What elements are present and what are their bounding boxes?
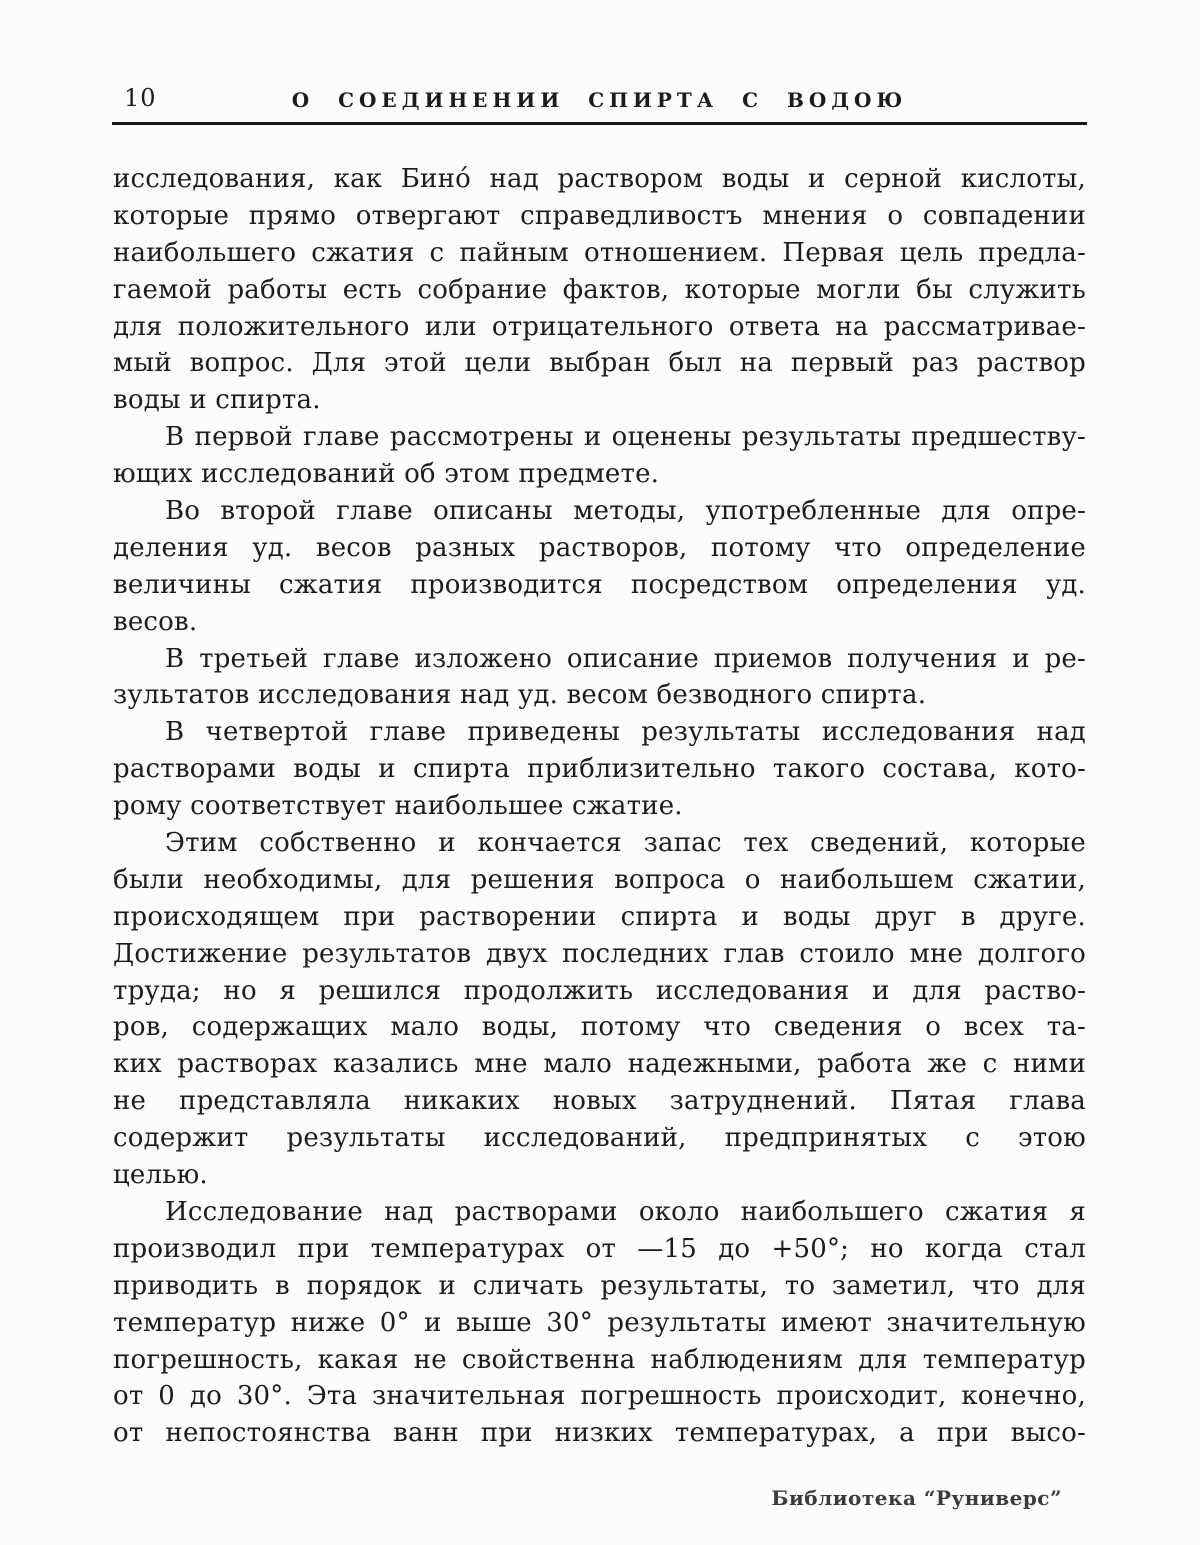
text-line: от непостоянства ванн при низких температурах, а при высо- <box>113 1418 1086 1449</box>
paragraph <box>113 825 1086 1194</box>
text-line: В третьей главе изложено описание приемов получения и ре- <box>165 643 1086 674</box>
text-line: Во второй главе описаны методы, употребленные для опре- <box>165 496 1086 527</box>
text-line: которые прямо отвергают справедливостъ мнения о совпадении <box>113 200 1086 231</box>
text-line: В четвертой главе приведены результаты исследования над <box>165 717 1086 748</box>
text-line: В первой главе рассмотрены и оценены результаты предшеству- <box>165 422 1086 453</box>
text-line: содержит результаты исследований, предпринятых с этою <box>113 1123 1086 1154</box>
body-text <box>113 161 1086 1452</box>
text-line: ющих исследований об этом предмете. <box>113 459 660 490</box>
paragraph <box>113 641 1086 715</box>
paragraph <box>113 493 1086 641</box>
text-line: Достижение результатов двух последних глав стоило мне долгого <box>113 938 1086 969</box>
paragraph <box>113 1194 1086 1452</box>
text-line: мый вопрос. Для этой цели выбран был на первый раз раствор <box>113 348 1086 379</box>
text-line: Этим собственно и кончается запас тех сведений, которые <box>165 828 1086 859</box>
running-title: О СОЕДИНЕНИИ СПИРТА С ВОДОЮ <box>291 88 908 112</box>
text-line: не представляла никаких новых затруднений. Пятая глава <box>113 1086 1086 1117</box>
text-line: были необходимы, для решения вопроса о наибольшем сжатии, <box>113 864 1086 895</box>
text-line: труда; но я решился продолжить исследования и для раство- <box>113 975 1086 1006</box>
text-line: для положительного или отрицательного ответа на рассматривае- <box>113 311 1086 342</box>
text-line: гаемой работы есть собрание фактов, которые могли бы служить <box>113 274 1086 305</box>
paragraph <box>113 161 1086 419</box>
text-line: наибольшего сжатия с пайным отношением. Первая цель предла- <box>113 237 1086 268</box>
paragraph <box>113 419 1086 493</box>
text-line: ров, содержащих мало воды, потому что сведения о всех та- <box>113 1012 1086 1043</box>
text-line: приводить в порядок и сличать результаты, то заметил, что для <box>113 1270 1086 1301</box>
library-watermark: Библиотека “Руниверс” <box>771 1486 1062 1510</box>
text-line: Исследование над растворами около наибольшего сжатия я <box>165 1196 1086 1227</box>
text-line: величины сжатия производится посредством определения уд. <box>113 569 1086 600</box>
text-line: воды и спирта. <box>113 385 321 416</box>
text-line: температур ниже 0° и выше 30° результаты имеют значительную <box>113 1307 1086 1338</box>
header-rule <box>112 122 1087 125</box>
text-line: от 0 до 30°. Эта значительная погрешность происходит, конечно, <box>113 1381 1086 1412</box>
text-line: целью. <box>113 1160 208 1191</box>
text-line: погрешность, какая не свойственна наблюдениям для температур <box>113 1344 1086 1375</box>
text-line: весов. <box>113 606 198 637</box>
text-line: рому соответствует наибольшее сжатие. <box>113 791 683 822</box>
text-line: происходящем при растворении спирта и воды друг в друге. <box>113 901 1086 932</box>
page-number: 10 <box>124 84 157 112</box>
text-line: ких растворах казались мне мало надежными, работа же с ними <box>113 1049 1086 1080</box>
text-line: зультатов исследования над уд. весом безводного спирта. <box>113 680 927 711</box>
text-line: деления уд. весов разных растворов, потому что определение <box>113 532 1086 563</box>
text-line: исследования, как Бино́ над раствором воды и серной кислоты, <box>113 164 1086 194</box>
paragraph <box>113 714 1086 825</box>
text-line: растворами воды и спирта приблизительно такого состава, кото- <box>113 754 1086 785</box>
text-line: производил при температурах от —15 до +50°; но когда стал <box>113 1233 1086 1264</box>
